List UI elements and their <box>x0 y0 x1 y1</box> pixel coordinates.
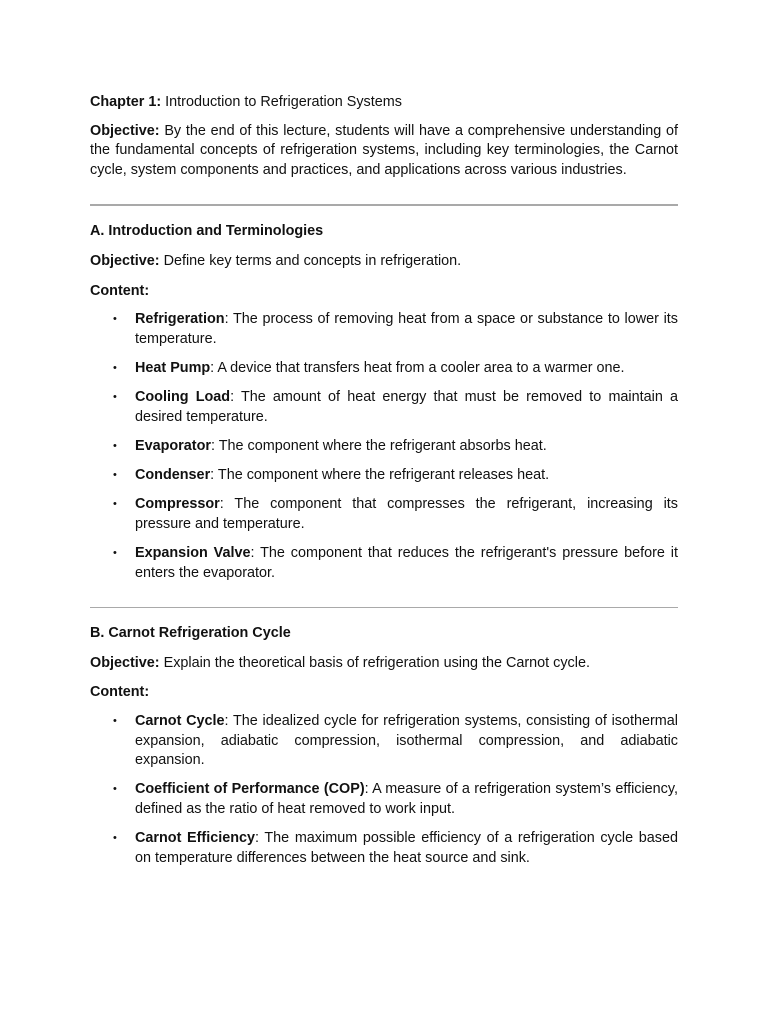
section-a-term-list <box>90 310 678 583</box>
section-divider <box>90 607 678 608</box>
term: Coefficient of Performance (COP) <box>135 781 365 798</box>
bullet-icon: • <box>113 783 117 796</box>
bullet-icon: • <box>113 439 117 452</box>
term: Compressor <box>135 496 220 513</box>
section-b-objective-text: Explain the theoretical basis of refrigeration using the Carnot cycle. <box>159 654 590 671</box>
term: Condenser <box>135 467 211 484</box>
bullet-icon: • <box>113 498 117 511</box>
chapter-label: Chapter 1: <box>90 94 162 110</box>
list-item <box>90 310 678 349</box>
list-item <box>90 466 678 486</box>
definition: : The component where the refrigerant absorbs heat. <box>210 437 547 454</box>
definition: : The process of removing heat from a space or substance to lower its temperature. <box>135 311 678 347</box>
section-b-objective <box>90 654 678 674</box>
term: Carnot Efficiency <box>135 830 255 847</box>
list-item <box>90 829 678 868</box>
chapter-objective-text: By the end of this lecture, students will have a comprehensive understanding of the fundamental concepts of refrigeration systems, including key terminologies, the Carnot cycle, system components and practices, and applications across various industries. <box>90 122 678 178</box>
bullet-icon: • <box>113 313 117 326</box>
definition: : The component that reduces the refrigerant's pressure before it enters the evaporator. <box>135 545 678 581</box>
section-divider <box>90 204 678 206</box>
list-item <box>90 388 678 427</box>
section-b-title: B. Carnot Refrigeration Cycle <box>90 625 291 642</box>
section-b-term-list <box>90 712 678 868</box>
list-item <box>90 712 678 771</box>
chapter-heading <box>90 93 678 113</box>
list-item <box>90 544 678 583</box>
term: Heat Pump <box>135 359 211 376</box>
term: Cooling Load <box>135 389 231 406</box>
bullet-icon: • <box>113 469 117 482</box>
section-a-title: A. Introduction and Terminologies <box>90 223 324 240</box>
document-page <box>90 93 678 868</box>
term: Expansion Valve <box>135 545 251 562</box>
list-item <box>90 437 678 457</box>
section-a-objective <box>90 252 678 272</box>
term: Refrigeration <box>135 311 225 328</box>
section-b-content-label: Content: <box>90 684 150 701</box>
definition: : The maximum possible efficiency of a refrigeration cycle based on temperature differences between the heat source and sink. <box>135 830 678 866</box>
section-a-content-label: Content: <box>90 282 150 299</box>
bullet-icon: • <box>113 361 117 374</box>
chapter-objective-label: Objective: <box>90 122 160 139</box>
definition: : The amount of heat energy that must be removed to maintain a desired temperature. <box>135 389 678 425</box>
bullet-icon: • <box>113 391 117 404</box>
definition: : The component that compresses the refrigerant, increasing its pressure and temperature. <box>135 496 678 532</box>
term: Carnot Cycle <box>135 713 225 730</box>
term: Evaporator <box>135 437 211 454</box>
list-item <box>90 359 678 379</box>
section-a-objective-text: Define key terms and concepts in refrigeration. <box>159 252 462 269</box>
chapter-objective <box>90 122 678 181</box>
definition: : A measure of a refrigeration system’s efficiency, defined as the ratio of heat removed to work input. <box>135 781 679 817</box>
section-b-objective-label: Objective: <box>90 654 160 671</box>
bullet-icon: • <box>113 547 117 560</box>
bullet-icon: • <box>113 715 117 728</box>
list-item <box>90 780 678 819</box>
definition: : The component where the refrigerant releases heat. <box>210 467 550 484</box>
definition: : A device that transfers heat from a cooler area to a warmer one. <box>210 359 625 376</box>
bullet-icon: • <box>113 832 117 845</box>
chapter-title: Introduction to Refrigeration Systems <box>161 94 402 110</box>
definition: : The idealized cycle for refrigeration systems, consisting of isothermal expansion, adiabatic compression, isothermal compression, and adiabatic expansion. <box>135 713 678 769</box>
section-a-objective-label: Objective: <box>90 252 160 269</box>
list-item <box>90 495 678 534</box>
